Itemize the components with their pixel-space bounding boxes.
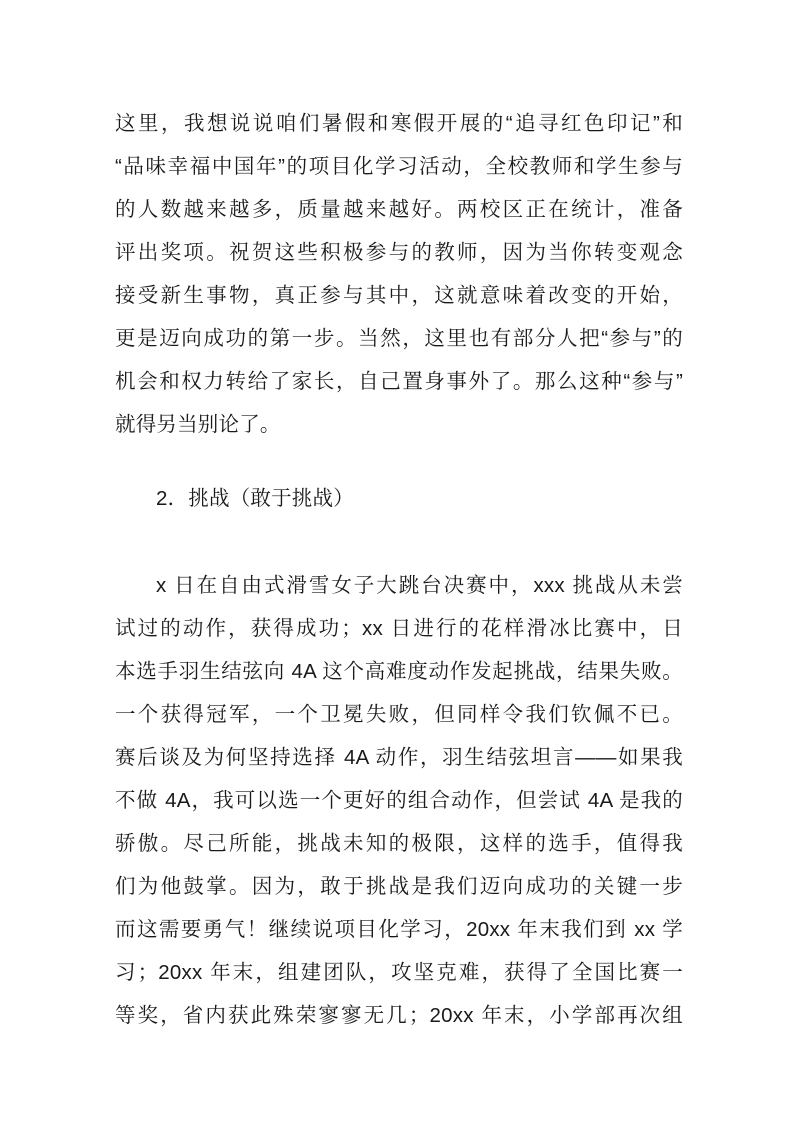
text-line: 而这需要勇气！继续说项目化学习，20xx 年末我们到 xx 学: [115, 918, 683, 941]
text-line: 赛后谈及为何坚持选择 4A 动作，羽生结弦坦言——如果我: [115, 746, 683, 769]
document-body: [115, 102, 683, 1037]
text-line: 机会和权力转给了家长，自己置身事外了。那么这种“参与”: [115, 370, 683, 393]
text-line: 等奖，省内获此殊荣寥寥无几；20xx 年末，小学部再次组: [115, 1004, 683, 1027]
text-line: x 日在自由式滑雪女子大跳台决赛中，xxx 挑战从未尝: [156, 574, 683, 597]
text-line: 们为他鼓掌。因为，敢于挑战是我们迈向成功的关键一步: [115, 875, 683, 898]
text-line: 就得另当别论了。: [115, 413, 281, 436]
text-line: 试过的动作，获得成功；xx 日进行的花样滑冰比赛中，日: [115, 617, 683, 640]
paragraph-challenge-story: [115, 564, 683, 1037]
text-line: 骄傲。尽己所能，挑战未知的极限，这样的选手，值得我: [115, 832, 683, 855]
heading-challenge: [115, 477, 683, 520]
paragraph-project-participation: [115, 102, 683, 446]
text-line: 一个获得冠军，一个卫冕失败，但同样令我们钦佩不已。: [115, 703, 683, 726]
text-line: “品味幸福中国年”的项目化学习活动，全校教师和学生参与: [115, 155, 683, 178]
text-line: 评出奖项。祝贺这些积极参与的教师，因为当你转变观念: [115, 241, 683, 264]
text-line: 这里，我想说说咱们暑假和寒假开展的“追寻红色印记”和: [115, 112, 683, 135]
text-line: 不做 4A，我可以选一个更好的组合动作，但尝试 4A 是我的: [115, 789, 683, 812]
text-line: 本选手羽生结弦向 4A 这个高难度动作发起挑战，结果失败。: [115, 660, 683, 683]
text-line: 更是迈向成功的第一步。当然，这里也有部分人把“参与”的: [115, 327, 683, 350]
text-line: 接受新生事物，真正参与其中，这就意味着改变的开始，: [115, 284, 683, 307]
text-line: 2．挑战（敢于挑战）: [156, 487, 354, 510]
text-line: 习；20xx 年末，组建团队，攻坚克难，获得了全国比赛一: [115, 961, 683, 984]
text-line: 的人数越来越多，质量越来越好。两校区正在统计，准备: [115, 198, 683, 221]
